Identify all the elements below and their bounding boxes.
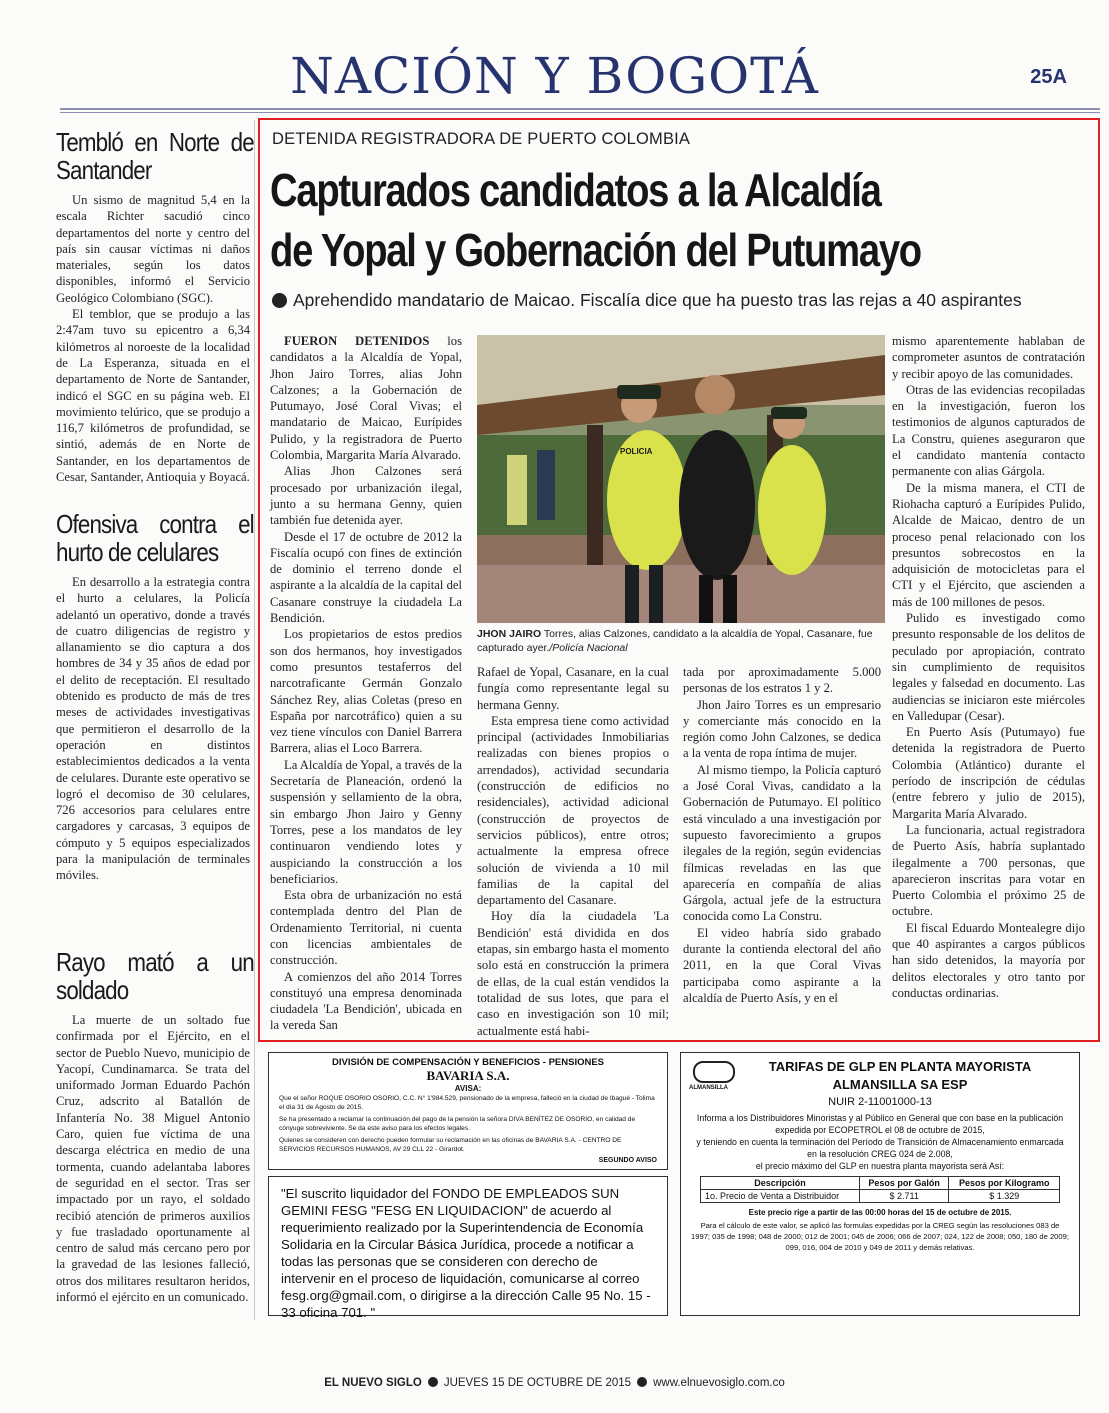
table-row xyxy=(701,1190,1060,1203)
body-paragraph: Los propietarios de estos predios son dos hermanos, hoy investigados como presuntos testaferros del narcotraficante Germán Gonzalo Sánchez Rey, alias Coletas (preso en España por narcotráfico) quien a su vez tiene vínculos con Daniel Barrera Barrera, alias el Loco Barrera. xyxy=(270,627,462,756)
article-photo xyxy=(477,335,885,623)
body-paragraph: Esta empresa tiene como actividad principal (actividades Inmobiliarias realizadas con bienes propios o arrendados), actividad secundaria (construcción de edificios no residenciales), actividad adicional (construcción de proyectos de servicios públicos), entre otros; actualmente la empresa ofrece solución de vivienda a 10 mil familias de la capital del departamento del Casanare. xyxy=(477,713,669,908)
ad-company: BAVARIA S.A. xyxy=(426,1068,510,1083)
body-paragraph: Desde el 17 de octubre de 2012 la Fiscalía ocupó con fines de extinción de dominio el terreno donde el aspirante a la alcaldía de la capital del Casanare construye la ciudadela La Bendición. xyxy=(270,529,462,626)
brief-tremor xyxy=(56,127,254,485)
ad-footer: SEGUNDO AVISO xyxy=(598,1156,657,1164)
brief-title: Tembló en Norte de Santander xyxy=(56,127,254,185)
footer-date: JUEVES 15 DE OCTUBRE DE 2015 xyxy=(443,1377,632,1389)
vest-label: POLICIA xyxy=(620,447,653,456)
glp-title-2: ALMANSILLA SA ESP xyxy=(832,1077,968,1092)
brief-phones xyxy=(56,509,254,884)
ad-line: Quienes se consideren con derecho pueden formular su reclamación en las oficinas de BAVARIA S.A. - CENTRO DE SERVICIOS RECURSOS HUMANOS, AV 29 CLL 22 - Girardot. xyxy=(279,1137,622,1153)
photo-illustration xyxy=(477,335,885,623)
page-number: 25A xyxy=(1030,66,1067,88)
brief-title: Rayo mató a un soldado xyxy=(56,947,254,1005)
almansilla-logo-icon xyxy=(693,1061,735,1083)
page-footer xyxy=(0,1377,1109,1389)
body-paragraph: Hoy día la ciudadela 'La Bendición' está dividida en dos etapas, sin embargo hasta el momento solo está en construcción la primera de ellas, de la cual están vendidos la totalidad de sus lotes, que para el caso en investigación son 10 mil; actualmente está habi- xyxy=(477,909,669,1038)
ad-line: Que el señor ROQUE OSORIO OSORIO, C.C. N° 1'984.529, pensionado de la empresa, falleció en la ciudad de Ibagué - Tolima el día 31 de Agosto de 2015. xyxy=(279,1095,655,1111)
brief-paragraph: El temblor, que se produjo a las 2:47am tuvo su epicentro a 6,34 kilómetros al noroeste de la localidad de La Esperanza, situada en el departamento de Norte de Santander, indicó el SGC en su página web. El movimiento telúrico, que se produjo a 116,7 kilómetros de profundidad, se sintió, además de en Norte de Santander, en los departamentos de Cesar, Santander, Antioquia y Boyacá. xyxy=(56,307,250,485)
top-rule xyxy=(60,108,1100,110)
glp-nuir: NUIR 2-11001000-13 xyxy=(828,1096,932,1108)
section-title: NACIÓN Y BOGOTÁ xyxy=(290,47,819,105)
table-header: Descripción xyxy=(701,1177,860,1190)
body-paragraph: Alias Jhon Calzones será procesado por urbanización ilegal, junto a su hermana Genny, quien también fue detenida ayer. xyxy=(270,464,462,528)
headline-line-2: de Yopal y Gobernación del Putumayo xyxy=(270,224,921,276)
brief-paragraph: En desarrollo a la estrategia contra el hurto a celulares, la Policía adelantó un operativo, donde a través de cuatro diligencias de registro y allanamiento se dio captura a dos hombres de 34 y 35 años de edad por el delito de receptación. El resultado obtenido es producto de más de tres meses de actividades investigativas que permitieron el desarrollo de la operación en distintos establecimientos dedicados a la venta de celulares. Durante este operativo se logró el decomiso de 30 celulares, 726 accesorios para celulares entre cargadores y carcasas, 3 equipos de cómputo y 5 equipos especializados para la manipulación de terminales móviles. xyxy=(56,575,250,883)
ad-line: Se ha presentado a reclamar la continuación del pago de la pensión la señora DIVA BENÍTEZ DE OSORIO, en calidad de cónyuge sobreviviente. Se da este aviso para los efectos legales. xyxy=(279,1116,636,1132)
bullet-icon xyxy=(637,1377,647,1387)
table-cell: 1o. Precio de Venta a Distribuidor xyxy=(701,1190,860,1203)
brief-paragraph: Un sismo de magnitud 5,4 en la escala Richter sacudió cinco departamentos del norte y centro del país sin causar víctimas ni daños materiales, según los datos disponibles, informó el Servicio Geológico Colombiano (SGC). xyxy=(56,193,250,305)
body-paragraph: El fiscal Eduardo Montealegre dijo que 40 aspirantes a cargos públicos han sido detenidos, la mayoría por delitos electorales y otro tanto por conductas ordinarias. xyxy=(892,920,1085,1000)
body-paragraph: A comienzos del año 2014 Torres constituyó una empresa denominada ciudadela 'La Bendición', ubicada en la vereda San xyxy=(270,969,462,1033)
glp-body: el precio máximo del GLP en nuestra planta mayorista será Así: xyxy=(755,1161,1005,1171)
glp-body: Informa a los Distribuidores Minoristas y al Público en General que con base en la publicación expedida por ECOPETROL el 08 de octubre de 2015, xyxy=(696,1113,1064,1135)
caption-credit: /Policía Nacional xyxy=(549,642,628,654)
glp-body: y teniendo en cuenta la terminación del Período de Transición de Almacenamiento enmarcada en la resolución CREG 024 de 2.008, xyxy=(696,1137,1064,1159)
brief-lightning xyxy=(56,947,254,1305)
body-paragraph: La funcionaria, actual registradora de Puerto Asís, habría suplantado ilegalmente a 700 personas, que aparecieron inscritas para votar en Puerto Colombia el próximo 25 de octubre. xyxy=(892,822,1085,919)
caption-text: Torres, alias Calzones, candidato a la alcaldía de Yopal, Casanare, fue capturado ayer. xyxy=(477,628,873,654)
body-paragraph: Otras de las evidencias recopiladas en la investigación, fueron los testimonios de algunos capturados de La Constru, quienes aseguraron que el candidato mantenía contacto permanente con alias Gárgola. xyxy=(892,382,1085,479)
fondo-notice xyxy=(268,1176,668,1320)
body-paragraph: De la misma manera, el CTI de Riohacha capturó a Eurípides Pulido, Alcalde de Maicao, dentro de un proceso penal relacionado con los presuntos sobrecostos en la adquisición de motocicletas para el CTI y el Ejército, que ascienden a más de 100 millones de pesos. xyxy=(892,480,1085,609)
ad-notice: AVISA: xyxy=(454,1084,482,1093)
table-header-row xyxy=(701,1177,1060,1190)
body-paragraph: Pulido es investigado como presunto responsable de los delitos de peculado por apropiación, contrato sin cumplimiento de requisitos legales y falsedad en documento. Las audiencias se iniciaron este miércoles en Valledupar (Cesar). xyxy=(892,611,1085,723)
ad-header: DIVISIÓN DE COMPENSACIÓN Y BENEFICIOS - PENSIONES xyxy=(331,1057,605,1068)
glp-note: Este precio rige a partir de las 00:00 horas del 15 de octubre de 2015. xyxy=(748,1208,1012,1217)
footer-url[interactable]: www.elnuevosiglo.com.co xyxy=(653,1377,785,1389)
bullet-icon xyxy=(272,293,287,308)
article-subhead xyxy=(272,290,1022,311)
brief-paragraph: La muerte de un soltado fue confirmada por el Ejército, en el sector de Pueblo Nuevo, municipio de Yacopí, Cundinamarca. Se trata del uniformado Jorman Eduardo Pachón Cruz, adscrito al Batallón de Infantería No. 38 Miguel Antonio Caro, quien fue víctima de una descarga eléctrica en medio de una tormenta, cuando adelantaba labores de seguridad en el sector. Tras ser impactado por un rayo, el soldado recibió atención de primeros auxilios y fue trasladado oportunamente al centro de salud más cercano pero por la gravedad de las lesiones falleció, otros dos militares resultaron heridos, informó el ejército en un comunicado. xyxy=(56,1013,250,1305)
logo-text: ALMANSILLA xyxy=(689,1085,728,1091)
headline-line-1: Capturados candidatos a la Alcaldía xyxy=(270,164,881,216)
glp-price-table xyxy=(700,1176,1060,1203)
body-paragraph: mismo aparentemente hablaban de comprometer asuntos de contratación y recibir apoyo de las comunidades. xyxy=(892,334,1085,381)
bavaria-notice xyxy=(268,1052,668,1170)
body-paragraph: Rafael de Yopal, Casanare, en la cual fungía como representante legal su hermana Genny. xyxy=(477,665,669,712)
table-cell: $ 1.329 xyxy=(949,1190,1060,1203)
lead-bold: FUERON DETENIDOS xyxy=(284,334,430,348)
body-paragraph: El video habría sido grabado durante la contienda electoral del año 2011, en la que Coral Vivas participaba como aspirante a la alcaldía de Puerto Asís, y en el xyxy=(683,925,881,1005)
table-header: Pesos por Kilogramo xyxy=(949,1177,1060,1190)
article-column-4 xyxy=(892,333,1085,1001)
body-paragraph: En Puerto Asís (Putumayo) fue detenida la registradora de Puerto Colombia (Atlántico) durante el período de inscripción de cédulas (entre febrero y julio de 2015), Margarita María Alvarado. xyxy=(892,725,1085,821)
article-column-3 xyxy=(683,664,881,1006)
fondo-text: "El suscrito liquidador del FONDO DE EMPLEADOS SUN GEMINI FESG "FESG EN LIQUIDACION" de acuerdo al requerimiento realizado por la Superintendencia de Economía Solidaria en la Circular Básica Jurídica, procede a notificar a todas las personas que se consideren con derecho de intervenir en el proceso de liquidación, comunicarse al correo fesg.org@gmail.com, o dirigirse a la dirección Calle 95 No. 15 - 33 oficina 701. " xyxy=(281,1186,651,1320)
bullet-icon xyxy=(428,1377,438,1387)
subhead-text: Aprehendido mandatario de Maicao. Fiscalía dice que ha puesto tras las rejas a 40 aspirantes xyxy=(293,290,1022,310)
top-rule-thin xyxy=(60,112,1100,113)
brief-title: Ofensiva contra el hurto de celulares xyxy=(56,509,254,567)
body-paragraph: tada por aproximadamente 5.000 personas de los estratos 1 y 2. xyxy=(683,665,881,696)
body-paragraph: Esta obra de urbanización no está contemplada dentro del Plan de Ordenamiento Territorial, ni cuenta con licencias ambientales de construcción. xyxy=(270,888,462,968)
table-cell: $ 2.711 xyxy=(859,1190,948,1203)
body-paragraph: Jhon Jairo Torres es un empresario y comerciante más conocido en la región como John Calzones, se dedica a la venta de ropa íntima de mujer. xyxy=(683,697,881,761)
paper-name: EL NUEVO SIGLO xyxy=(324,1377,422,1389)
glp-title-1: TARIFAS DE GLP EN PLANTA MAYORISTA xyxy=(768,1059,1032,1074)
column-divider xyxy=(254,120,255,1320)
body-paragraph: Al mismo tiempo, la Policía capturó a José Coral Vivas, candidato a la Gobernación de Putumayo. El político está vinculado a una investigación por supuesto favorecimiento a grupos ilegales de la región, según evidencias fílmicas reveladas en las que aparecería en compañía de alias Gárgola, actual jefe de la estructura conocida como La Constru. xyxy=(683,762,881,924)
glp-tariffs-notice xyxy=(680,1052,1080,1316)
photo-caption xyxy=(477,627,885,655)
article-column-2 xyxy=(477,664,669,1039)
article-column-1 xyxy=(270,333,462,1034)
glp-note: Para el cálculo de este valor, se aplicó las formulas expedidas por la CREG según las resoluciones 083 de 1997; 035 de 1998; 048 de 2000; 012 de 2001; 045 de 2006; 066 de 2007; 024, 122 de 2008; 050, 180 de 2009; 099, 016, 004 de 2010 y 049 de 2011 y demás relativas. xyxy=(691,1221,1069,1252)
body-paragraph: La Alcaldía de Yopal, a través de la Secretaría de Planeación, ordenó la suspensión y sellamiento de la obra, sin embargo Jhon Jairo y Genny Torres, pese a los mandatos de ley continuaron vendiendo lotes y auspiciando la construcción a los beneficiarios. xyxy=(270,757,463,886)
body-text: los candidatos a la Alcaldía de Yopal, Jhon Jairo Torres, alias John Calzones; a la Gobernación de Putumayo, José Coral Vivas; el mandatario de Maicao, Eurípides Pulido, y la registradora de Puerto Colombia, Margarita María Alvarado. xyxy=(270,334,462,463)
caption-bold: JHON JAIRO xyxy=(477,628,542,640)
table-header: Pesos por Galón xyxy=(859,1177,948,1190)
article-kicker: DETENIDA REGISTRADORA DE PUERTO COLOMBIA xyxy=(272,130,691,148)
article-headline xyxy=(270,160,1100,280)
